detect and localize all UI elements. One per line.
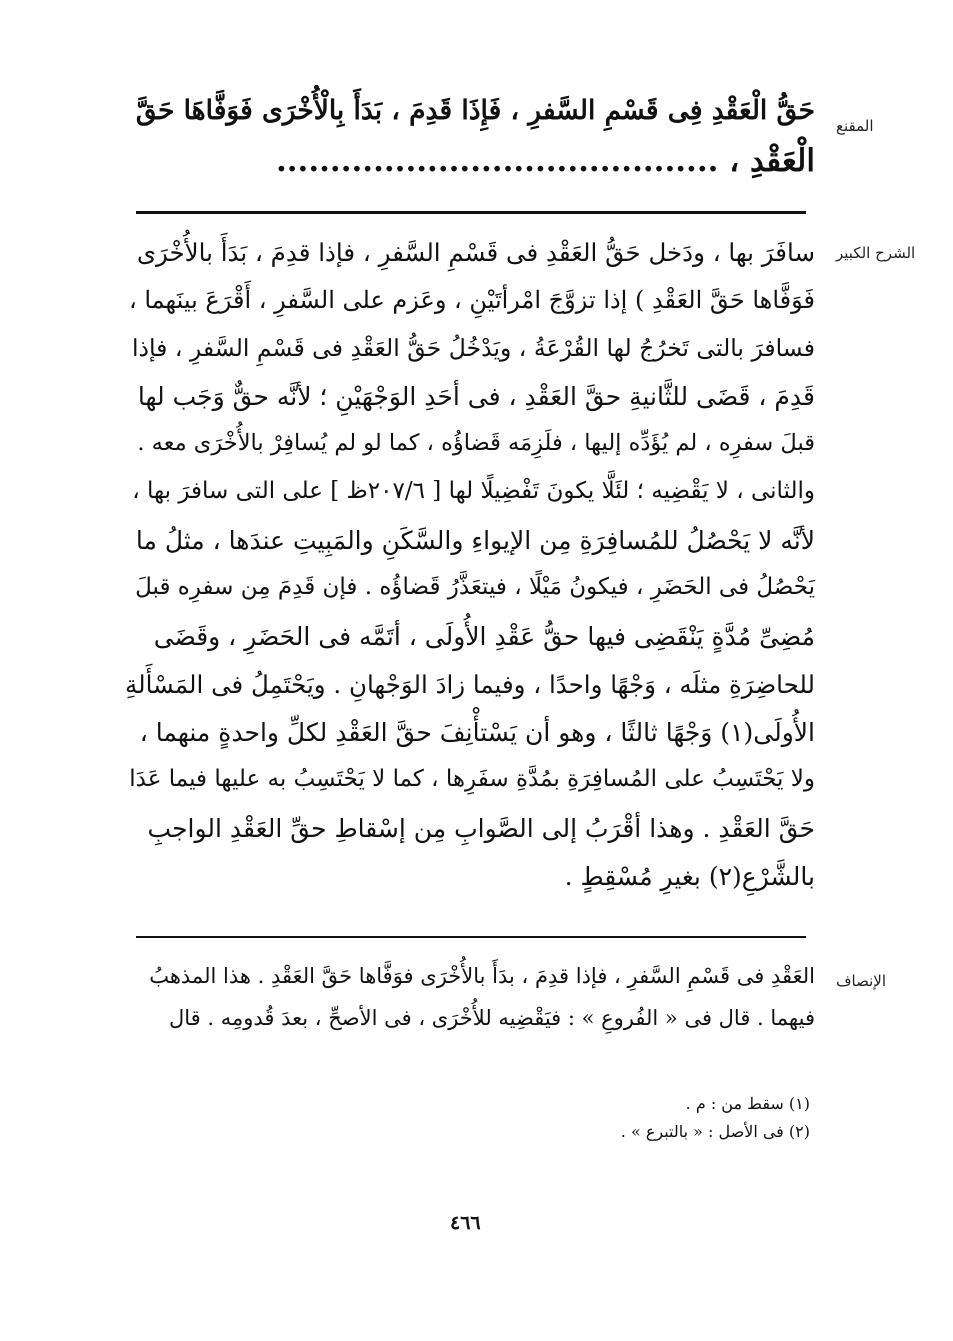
muqni-line: الْعَقْدِ ، ......................................... — [275, 143, 815, 179]
sharh-line: قبلَ سفرِه ، لم يُؤَدِّه إليها ، فلَزِمَه قَضاؤُه ، كما لو لم يُسافِرْ بالأُخْرَى معه . — [137, 430, 815, 456]
sharh-line: ولا يَحْتَسِبُ على المُسافِرَةِ بمُدَّةِ سفَرِها ، كما لا يَحْتَسِبُ به عليها فيما عَدَا — [129, 766, 815, 792]
sharh-line: والثانى ، لا يَقْضِيه ؛ لئَلَّا يكونَ تَفْضِيلًا لها [ ٢٠٧/٦ظ ] على التى سافرَ بها ، — [132, 478, 815, 504]
section-divider — [136, 211, 806, 214]
muqni-label: المقنع — [836, 117, 874, 135]
sharh-line: يَحْصُلُ فى الحَضَرِ ، فيكونُ مَيْلًا ، فيتعَذَّرُ قَضاؤُه . فإن قَدِمَ مِن سفرِه قبلَ — [135, 574, 815, 600]
sharh-line: للحاضِرَةِ مثلَه ، وَجْهًا واحدًا ، وفيما زادَ الوَجْهانِ . ويَحْتَمِلُ فى المَسْأَلةِ — [124, 670, 815, 699]
sharh-label: الشرح الكبير — [836, 244, 916, 262]
sharh-line: سافَرَ بها ، ودَخل حَقُّ العَقْدِ فى قَسْمِ السَّفرِ ، فإذا قدِمَ ، بَدَأَ بالأُخْرَى — [136, 238, 815, 267]
sharh-line: بالشَّرْعِ(٢) بغيرِ مُسْقِطٍ . — [564, 862, 815, 891]
muqni-section — [125, 95, 815, 205]
sharh-line: فَوَفَّاها حَقَّ العَقْدِ ) إذا تزوَّجَ امْرأتَيْنِ ، وعَزم على السَّفرِ ، أَقْرَعَ بينَهما ، — [128, 286, 815, 314]
sharh-line: الأُولَى(١) وَجْهًا ثالثًا ، وهو أن يَسْتأْنِفَ حقَّ العَقْدِ لكلِّ واحدةٍ منهما ، — [139, 718, 815, 747]
page-number: ٤٦٦ — [450, 1212, 481, 1234]
sharh-line: لأنَّه لا يَحْصُلُ للمُسافِرَةِ مِن الإيواءِ والسَّكَنِ والمَبِيتِ عندَها ، مثلُ ما — [135, 526, 815, 555]
insaf-section — [125, 964, 815, 1054]
sharh-line: فسافرَ بالتى تَخرُجُ لها القُرْعَةُ ، ويَدْخُلُ حَقُّ العَقْدِ فى قَسْمِ السَّفرِ ، فإذا — [131, 334, 815, 362]
insaf-label: الإنصاف — [836, 972, 887, 990]
sharh-line: حَقَّ العَقْدِ . وهذا أقْرَبُ إلى الصَّوابِ مِن إسْقاطِ حقِّ العَقْدِ الواجبِ — [147, 814, 815, 843]
muqni-line: حَقُّ الْعَقْدِ فِى قَسْمِ السَّفرِ ، فَإِذَا قَدِمَ ، بَدَأَ بِالْأُخْرَى فَوَفَّاهَا حَقَّ — [135, 95, 815, 126]
insaf-line: العَقْدِ فى قَسْمِ السَّفرِ ، فإذا قدِمَ ، بدَأَ بالأُخْرَى فوَفَّاها حَقَّ العَقْدِ . هذا المذهبُ — [149, 964, 815, 988]
section-divider — [136, 936, 806, 938]
sharh-section — [125, 238, 815, 928]
sharh-line: قَدِمَ ، قَضَى للثَّانيةِ حقَّ العَقْدِ ، فى أحَدِ الوَجْهَيْنِ ؛ لأنَّه حقٌّ وَجَب لها — [137, 382, 815, 411]
sharh-line: مُضِىِّ مُدَّةٍ يَنْقَضِى فيها حقُّ عَقْدِ الأُولَى ، أتَمَّه فى الحَضَرِ ، وقَضَى — [153, 622, 815, 651]
footnote: (٢) فى الأصل : « بالتبرع » . — [620, 1122, 810, 1141]
footnote: (١) سقط من : م . — [685, 1094, 810, 1113]
footnotes — [430, 1094, 810, 1154]
insaf-line: فيهما . قال فى « الفُروعِ » : فيَقْضِيه للأُخْرَى ، فى الأصحِّ ، بعدَ قُدومِه . قال — [169, 1006, 815, 1030]
